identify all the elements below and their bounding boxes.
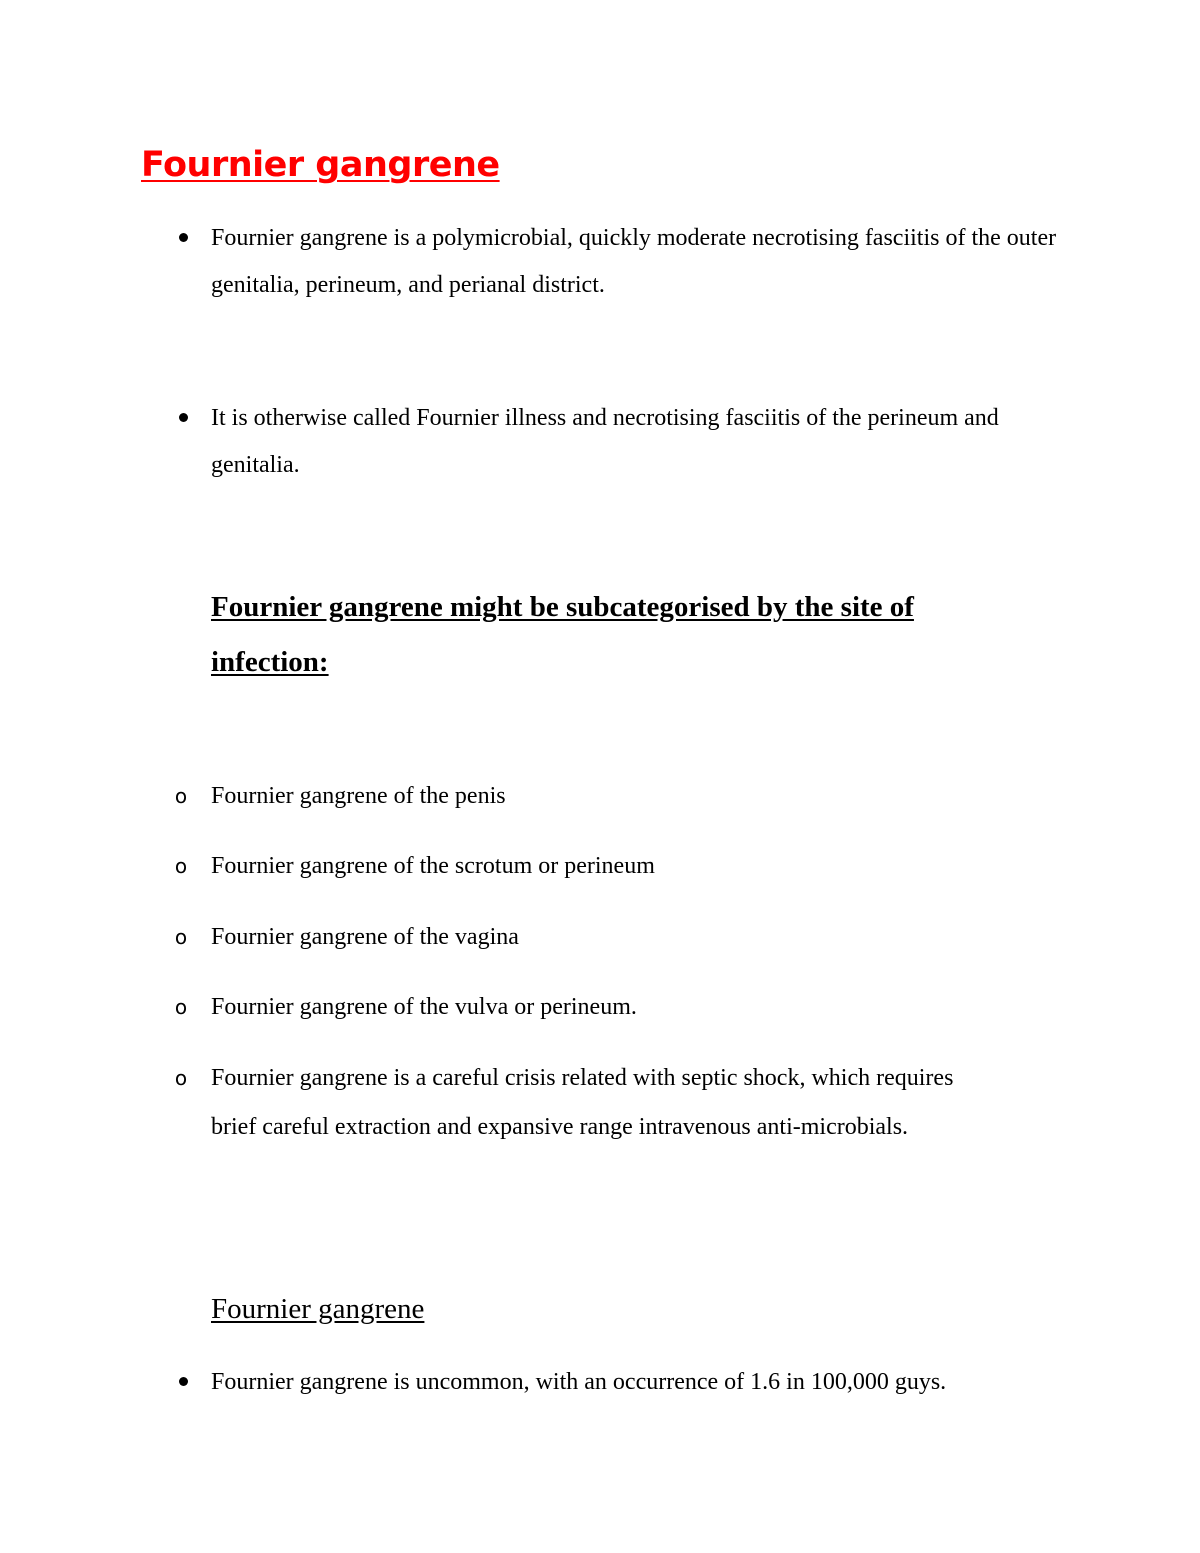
list-item (174, 1054, 991, 1152)
list-item (211, 395, 1071, 489)
list-item-text: Fournier gangrene is a polymicrobial, quickly moderate necrotising fasciitis of the outer genitalia, perineum, and perianal district. (211, 225, 1057, 298)
list-item-text: Fournier gangrene is uncommon, with an occurrence of 1.6 in 100,000 guys. (211, 1369, 947, 1395)
circle-bullet-icon: o (174, 995, 188, 1019)
list-item-text: Fournier gangrene of the penis (211, 783, 506, 809)
section-heading: Fournier gangrene (211, 1293, 425, 1325)
list-item (174, 914, 1071, 961)
bullet-icon (173, 1359, 193, 1406)
list-item (174, 984, 1071, 1031)
list-item-text: Fournier gangrene of the vulva or perineum. (211, 994, 637, 1020)
list-item (211, 215, 1071, 309)
list-item (174, 843, 1071, 890)
section-subheading: Fournier gangrene might be subcategorised by the site of infection: (211, 591, 914, 678)
list-item-text: Fournier gangrene is a careful crisis related with septic shock, which requires brief careful extraction and expansive range intravenous anti-microbials. (211, 1065, 954, 1140)
bullet-icon (173, 395, 193, 442)
bullet-icon (173, 215, 193, 262)
circle-bullet-icon: o (174, 854, 188, 878)
list-item-text: Fournier gangrene of the vagina (211, 924, 519, 950)
document-title: Fournier gangrene (141, 145, 500, 185)
list-item (174, 773, 1071, 820)
circle-bullet-icon: o (174, 784, 188, 808)
circle-bullet-icon: o (174, 925, 188, 949)
list-item (211, 1359, 1071, 1406)
list-item-text: Fournier gangrene of the scrotum or perineum (211, 853, 655, 879)
list-item-text: It is otherwise called Fournier illness and necrotising fasciitis of the perineum and genitalia. (211, 405, 999, 478)
circle-bullet-icon: o (174, 1066, 188, 1090)
